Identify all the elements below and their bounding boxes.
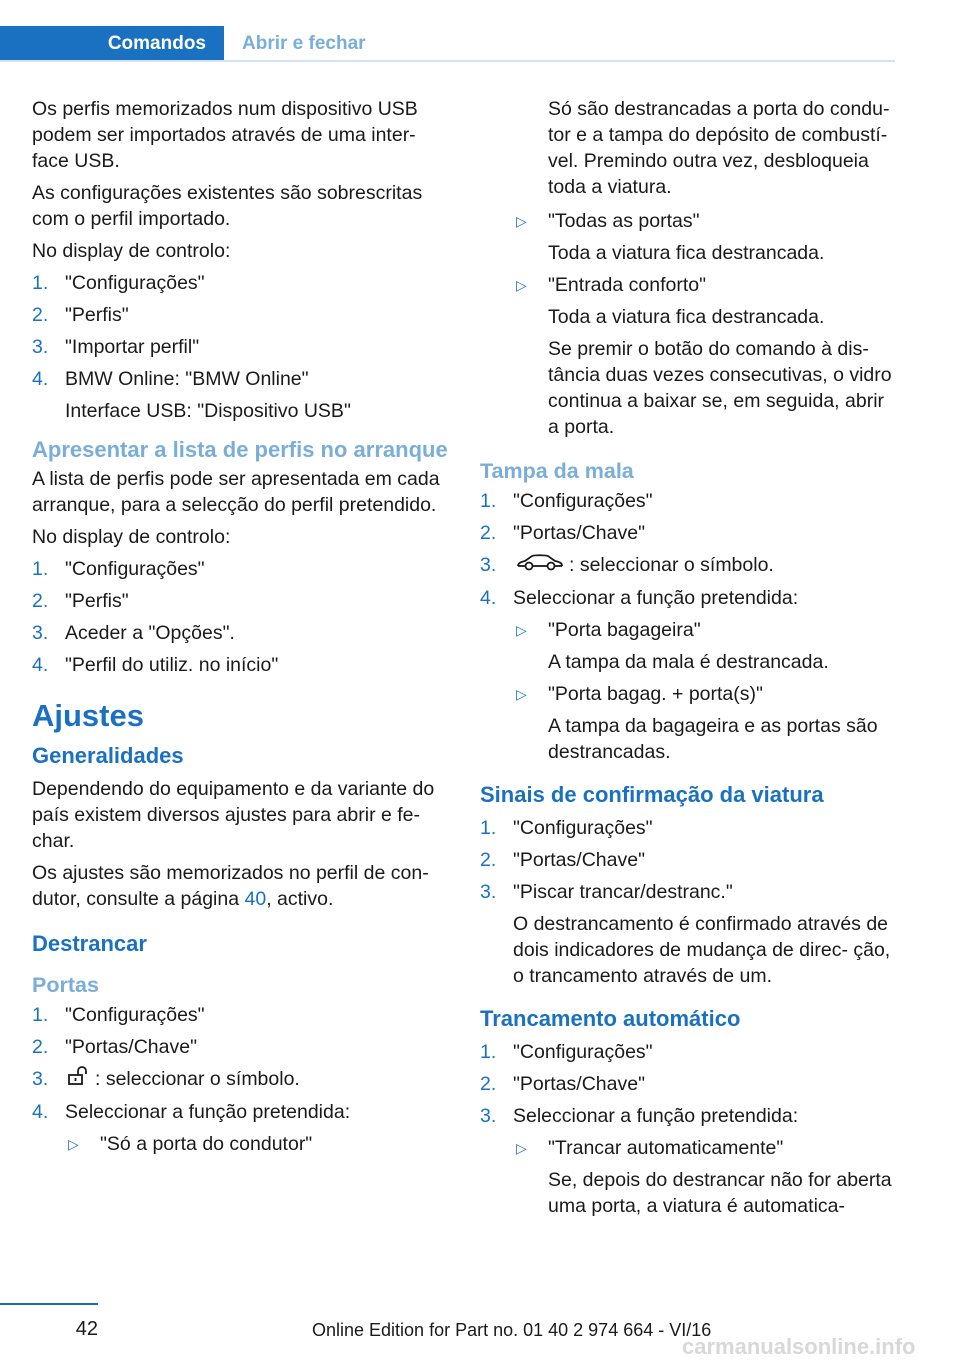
list-item: 4. BMW Online: "BMW Online" Interface USB: "Dispositivo USB" [32, 366, 450, 424]
bullet-list [513, 1135, 898, 1219]
bullet-list [513, 208, 898, 440]
list-item: 3. : seleccionar o símbolo. [32, 1066, 450, 1093]
right-column [480, 96, 898, 1227]
footer-divider [0, 1303, 98, 1305]
list-item: 2. "Portas/Chave" [480, 522, 645, 544]
edition-text: Online Edition for Part no. 01 40 2 974 664 - VI/16 [312, 1320, 712, 1340]
triangle-right-icon: ▷ [516, 213, 527, 229]
bullet-list [513, 617, 898, 765]
bullet-continuation: Só são destrancadas a porta do condu‐ tor e a tampa do depósito de combustí‐ vel. Premindo outra vez, desbloqueia toda a viatura. [548, 98, 890, 198]
tab-abrir-e-fechar[interactable]: Abrir e fechar [242, 33, 366, 54]
steps-list [480, 1039, 898, 1219]
page-number: 42 [75, 1318, 98, 1340]
triangle-right-icon: ▷ [516, 622, 527, 639]
list-item-sub: Interface USB: "Dispositivo USB" [65, 400, 351, 422]
left-column [32, 96, 450, 1165]
list-item: 1. "Configurações" [480, 490, 653, 512]
list-item: 4. "Perfil do utiliz. no início" [32, 654, 279, 676]
tab-comandos[interactable]: Comandos [0, 26, 224, 62]
steps-list [32, 270, 450, 424]
steps-list [480, 815, 898, 989]
car-outline-icon [515, 552, 565, 579]
bullet-item: ▷ "Porta bagageira" A tampa da mala é destrancada. [516, 619, 829, 674]
paragraph: Os perfis memorizados num dispositivo USB podem ser importados através de uma inter‐ face USB. [32, 98, 418, 172]
subsection-heading: Portas [32, 973, 99, 997]
step-number: 4. [32, 368, 49, 390]
list-item: 1. "Configurações" [32, 1004, 205, 1026]
page-link[interactable]: 40 [244, 888, 267, 910]
list-item: 4. Seleccionar a função pretendida: ▷ "Porta bagageira" A tampa da mala é destrancada. ▷ "Porta bagag. + porta(s)" A tampa da bagageira e as portas são destrancadas. [480, 585, 898, 765]
unlock-icon [67, 1066, 91, 1093]
bullet-list [65, 1131, 450, 1157]
list-item: 3. Seleccionar a função pretendida: ▷ "Trancar automaticamente" Se, depois do destrancar não for aberta uma porta, a viatura é automatica‐ [480, 1103, 898, 1219]
section-heading: Destrancar [32, 931, 147, 956]
paragraph: Os ajustes são memorizados no perfil de con‐ dutor, consulte a página 40, activo. [32, 862, 429, 910]
subsection-heading: Tampa da mala [480, 459, 634, 483]
list-item: 1. "Configurações" [32, 272, 205, 294]
list-item: 2. "Perfis" [32, 304, 129, 326]
list-item: 3. : seleccionar o símbolo. [480, 552, 898, 579]
paragraph: A lista de perfis pode ser apresentada em cada arranque, para a selecção do perfil pretendido. [32, 468, 440, 516]
section-heading: Sinais de confirmação da viatura [480, 782, 824, 808]
section-heading: Generalidades [32, 743, 184, 768]
bullet-item: ▷ "Todas as portas" Toda a viatura fica destrancada. [516, 210, 825, 264]
section-heading: Apresentar a lista de perfis no arranque [32, 437, 448, 462]
steps-list [480, 488, 898, 765]
bullet-item: ▷ "Só a porta do condutor" [68, 1133, 313, 1156]
step-number: 2. [32, 304, 49, 326]
list-item: 1. "Configurações" [480, 1041, 653, 1064]
section-heading: Trancamento automático [480, 1006, 741, 1032]
list-item: 1. "Configurações" [480, 817, 653, 840]
list-item: 4. Seleccionar a função pretendida: ▷ "Só a porta do condutor" [32, 1099, 450, 1157]
list-item: 2. "Portas/Chave" [32, 1036, 197, 1058]
list-item: 3. Aceder a "Opções". [32, 622, 235, 644]
paragraph: Dependendo do equipamento e da variante do país existem diversos ajustes para abrir e fe‐ char. [32, 778, 435, 852]
bullet-item: ▷ "Trancar automaticamente" Se, depois do destrancar não for aberta uma porta, a viatura é automatica‐ [516, 1137, 892, 1218]
steps-list [32, 1002, 450, 1157]
header-divider [0, 60, 895, 62]
paragraph: No display de controlo: [32, 240, 231, 262]
triangle-right-icon: ▷ [68, 1136, 79, 1153]
step-number: 1. [32, 272, 49, 294]
bullet-item: ▷ "Entrada conforto" Toda a viatura fica destrancada. Se premir o botão do comando à dis‐ tância duas vezes consecutivas, o vidro continua a baixar se, em seguida, abrir a porta. [516, 274, 892, 438]
list-item: 2. "Portas/Chave" [480, 1073, 645, 1096]
triangle-right-icon: ▷ [516, 686, 527, 703]
triangle-right-icon: ▷ [516, 277, 527, 293]
bullet-item: ▷ "Porta bagag. + porta(s)" A tampa da bagageira e as portas são destrancadas. [516, 683, 878, 764]
list-item: 1. "Configurações" [32, 558, 205, 580]
list-item: 2. "Portas/Chave" [480, 849, 645, 872]
triangle-right-icon: ▷ [516, 1140, 527, 1157]
watermark: carmanualsonline.info [682, 1334, 916, 1359]
header-bar [0, 26, 895, 62]
list-item: 3. "Piscar trancar/destranc." O destrancamento é confirmado através de dois indicadores de mudança de direc‐ ção, o trancamento através de um. [480, 881, 891, 988]
paragraph: As configurações existentes são sobrescritas com o perfil importado. [32, 182, 423, 230]
steps-list [32, 556, 450, 678]
chapter-heading: Ajustes [32, 698, 144, 733]
list-item: 2. "Perfis" [32, 590, 129, 612]
paragraph: No display de controlo: [32, 526, 231, 548]
list-item: 3. "Importar perfil" [32, 336, 200, 358]
step-number: 3. [32, 336, 49, 358]
